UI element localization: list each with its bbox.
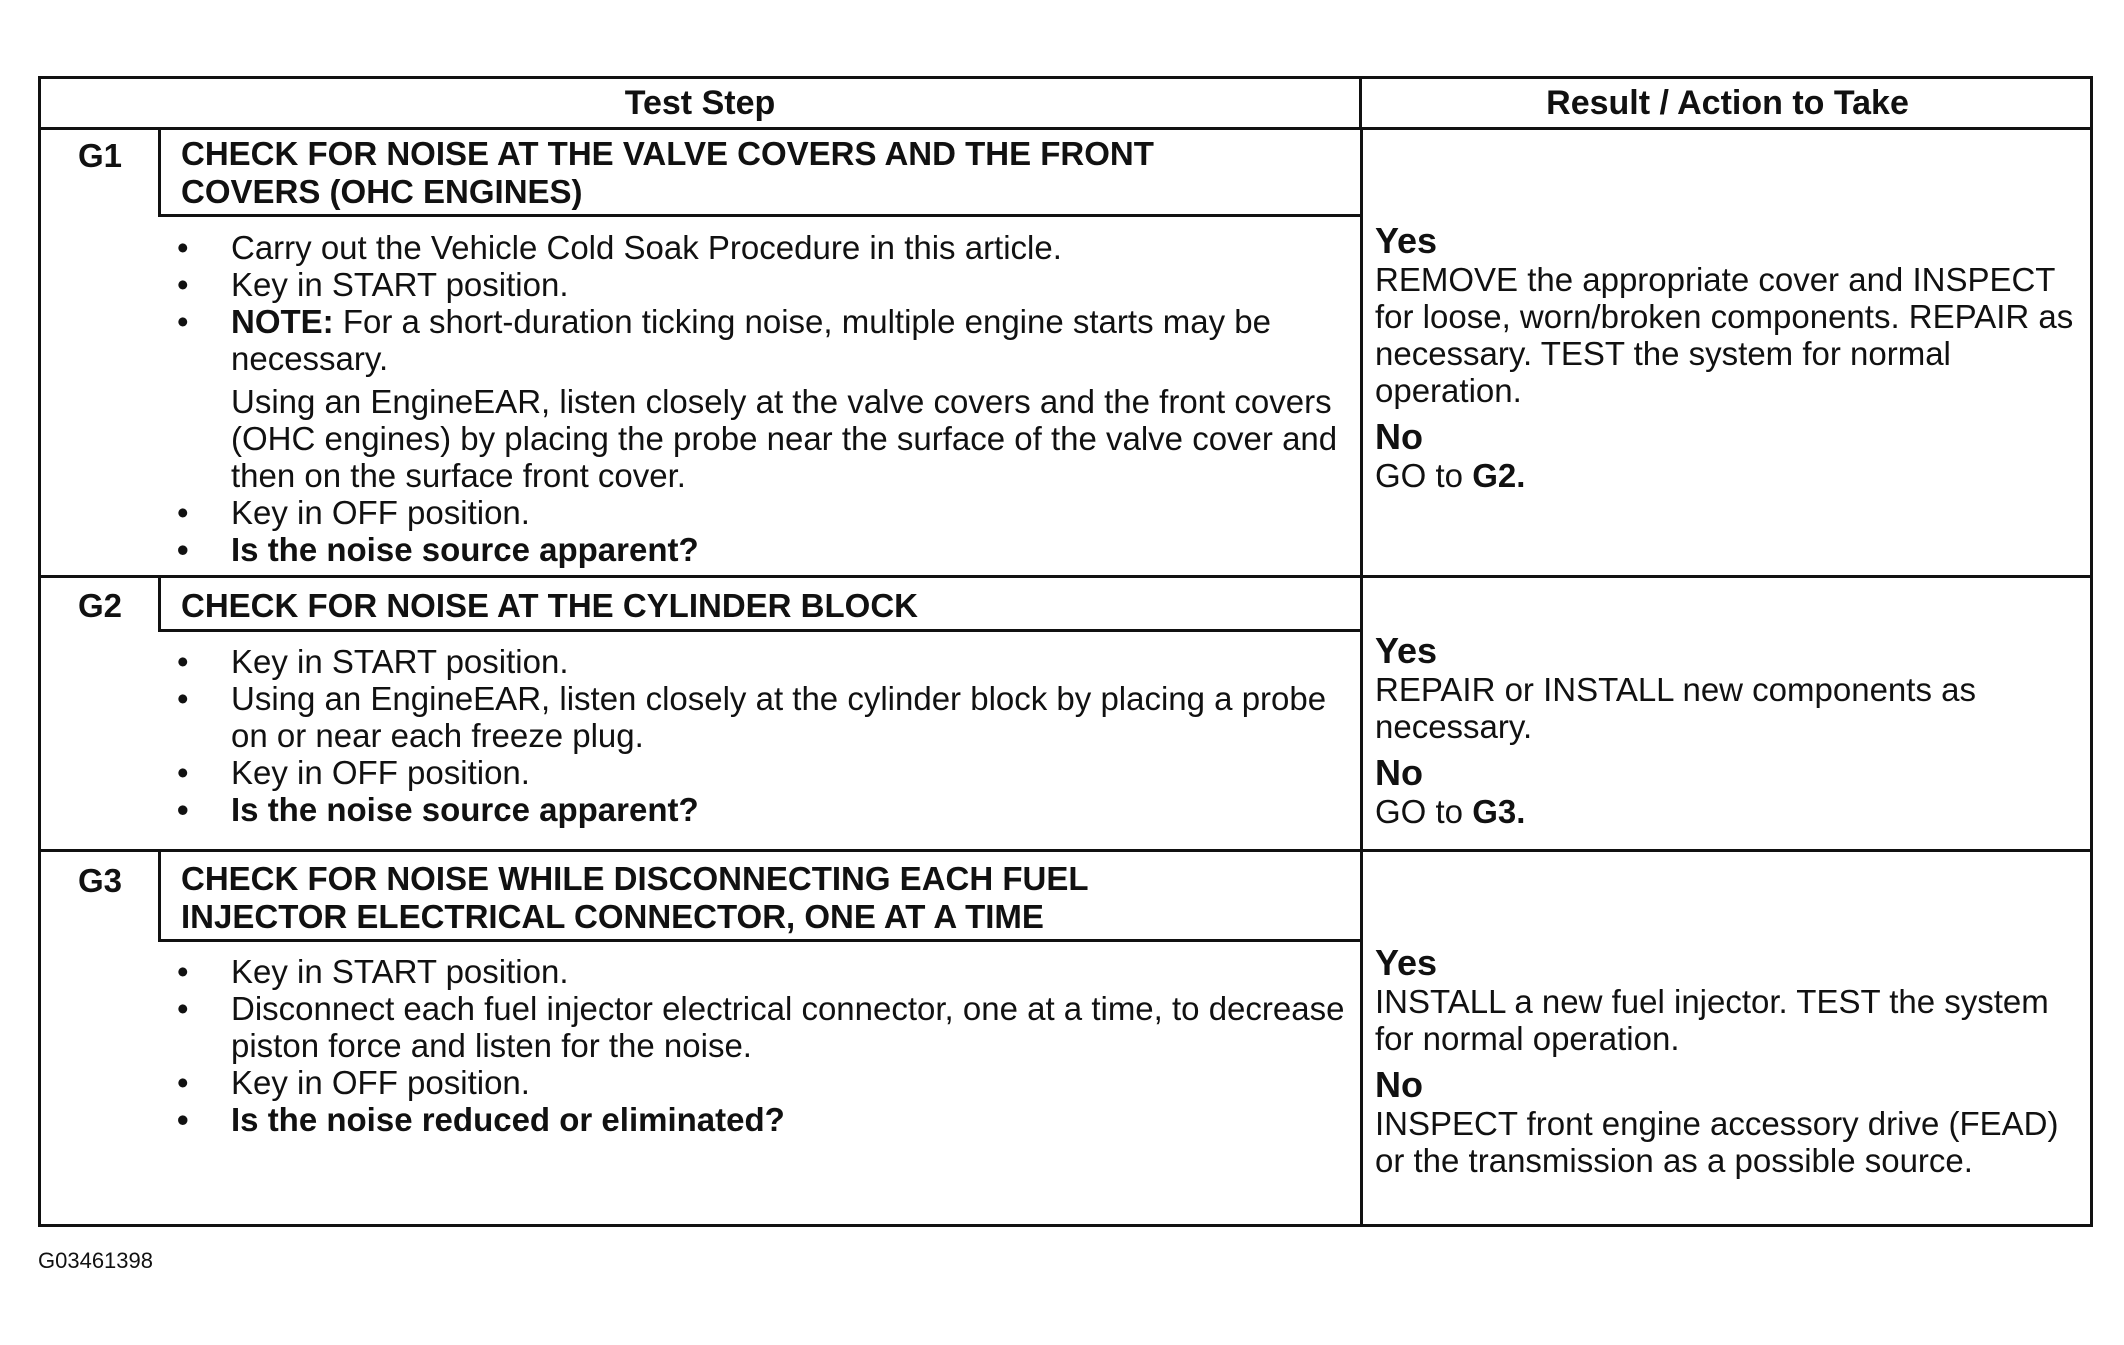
note-text: For a short-duration ticking noise, multiple engine starts may be necessary. <box>231 303 1271 377</box>
column-divider <box>1360 127 1363 1227</box>
list-item <box>173 303 1353 377</box>
list-item: Using an EngineEAR, listen closely at the valve covers and the front covers (OHC engines) by placing the probe near the surface of the valve cover and then on the surface front cover. <box>231 383 1338 494</box>
yes-label: Yes <box>1375 220 1438 261</box>
list-item: • Key in OFF position. <box>173 754 1353 791</box>
yes-label: Yes <box>1375 942 1438 983</box>
note-label: NOTE: <box>231 303 334 340</box>
step-id-g2: G2 <box>77 587 123 624</box>
no-action <box>1375 457 2095 494</box>
no-action-text: GO to <box>1375 457 1464 494</box>
no-label: No <box>1375 752 1423 793</box>
list-item: • Key in START position. <box>173 643 1353 680</box>
list-item: • Key in OFF position. <box>173 1064 1353 1101</box>
step-id-g1: G1 <box>77 137 123 174</box>
g2-title-rule <box>158 629 1361 632</box>
no-label: No <box>1375 1064 1423 1105</box>
result-g1 <box>1375 221 2095 502</box>
no-action: INSPECT front engine accessory drive (FEAD) or the transmission as a possible source. <box>1375 1105 2059 1179</box>
yes-action: REPAIR or INSTALL new components as necessary. <box>1375 671 1976 745</box>
list-item: • Using an EngineEAR, listen closely at the cylinder block by placing a probe on or near each freeze plug. <box>173 680 1353 754</box>
list-item: • Carry out the Vehicle Cold Soak Procedure in this article. <box>173 229 1353 266</box>
list-item-question: • Is the noise reduced or eliminated? <box>173 1101 1353 1138</box>
test-step-table <box>38 76 2093 1227</box>
step-title-g1: CHECK FOR NOISE AT THE VALVE COVERS AND THE FRONT COVERS (OHC ENGINES) <box>181 135 1154 210</box>
yes-label: Yes <box>1375 630 1438 671</box>
list-item: • Key in START position. <box>173 953 1353 990</box>
list-item: • Key in OFF position. <box>173 494 1353 531</box>
yes-action: INSTALL a new fuel injector. TEST the system for normal operation. <box>1375 983 2049 1057</box>
no-action-text: GO to <box>1375 793 1464 830</box>
yes-action: REMOVE the appropriate cover and INSPECT for loose, worn/broken components. REPAIR as necessary. TEST the system for normal operation. <box>1375 261 2074 409</box>
list-item: • Key in START position. <box>173 266 1353 303</box>
header-test-step: Test Step <box>41 79 1362 130</box>
step-ref: G2. <box>1472 457 1526 494</box>
g1-g2-separator <box>41 575 2093 578</box>
no-label: No <box>1375 416 1423 457</box>
g3-title-rule <box>158 939 1361 942</box>
step-title-g2: CHECK FOR NOISE AT THE CYLINDER BLOCK <box>181 587 919 624</box>
result-g2 <box>1375 631 2095 838</box>
step-g3-bullets <box>173 953 1353 1138</box>
step-g1-bullets <box>173 229 1353 568</box>
list-item-question: • Is the noise source apparent? <box>173 531 1353 568</box>
list-item-question: • Is the noise source apparent? <box>173 791 1353 828</box>
header-result-action: Result / Action to Take <box>1362 79 2093 130</box>
step-g2-bullets <box>173 643 1353 828</box>
step-ref: G3. <box>1472 793 1526 830</box>
figure-id: G03461398 <box>38 1248 153 1273</box>
no-action <box>1375 793 2095 830</box>
step-title-g3: CHECK FOR NOISE WHILE DISCONNECTING EACH FUEL INJECTOR ELECTRICAL CONNECTOR, ONE AT A TIME <box>181 860 1089 935</box>
g2-g3-separator <box>41 849 2093 852</box>
g1-title-rule <box>158 214 1361 217</box>
list-item: • Disconnect each fuel injector electrical connector, one at a time, to decrease piston force and listen for the noise. <box>173 990 1353 1064</box>
step-id-g3: G3 <box>77 862 123 899</box>
result-g3 <box>1375 943 2095 1187</box>
